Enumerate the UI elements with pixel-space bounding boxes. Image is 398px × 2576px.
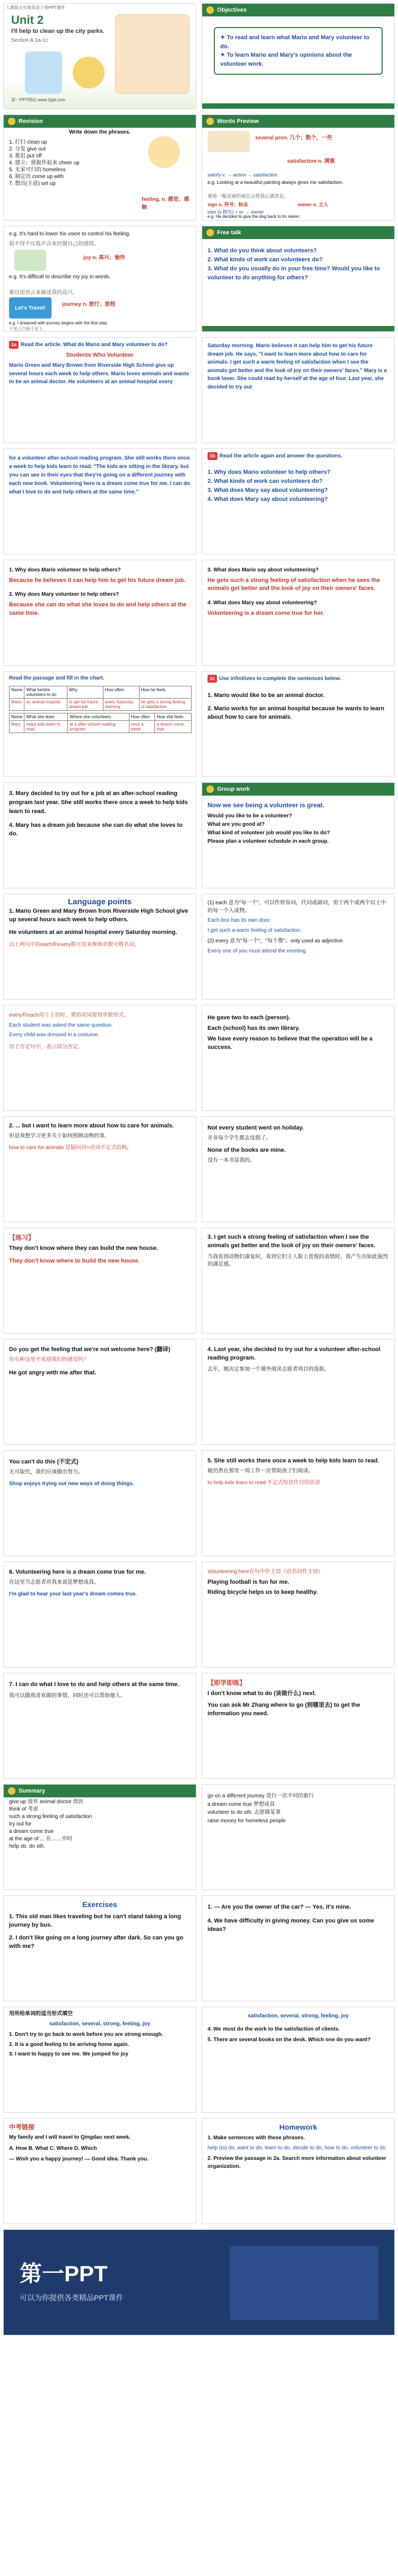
illustration-eggs [207, 131, 250, 152]
objective-text: To read and learn what Mario and Mary volunteer to do. [220, 34, 370, 50]
point-explanation: (1) each 意为"每一个"，可以作形容词，代词或副词，用于两个或两个以上中的每一个人或物。 [207, 900, 386, 914]
question-item: 4. What does Mary say about volunteering? [207, 600, 317, 606]
task-badge: 1b [207, 452, 218, 460]
slide-heading: Objectives [217, 7, 247, 13]
slide-1b [202, 448, 395, 554]
slide-point-4 [202, 1339, 395, 1445]
example-translation: 千里之行始于足下。 [9, 327, 47, 331]
example-sentence: Riding bicycle helps us to keep healthy. [207, 1589, 318, 1596]
exercise-item: 3. I want to happy to see me. We jumped for joy [9, 2051, 128, 2057]
slide-point-7 [3, 1673, 196, 1779]
slide-heading: Language points [68, 897, 132, 906]
question-item: 3. What does Mary say about volunteering? [207, 487, 328, 493]
question-list [202, 811, 394, 847]
table-header: How often [103, 686, 139, 698]
question-item: 2. What kinds of work can volunteers do? [207, 257, 323, 263]
question-item: 1. Why does Mario volunteer to help others? [9, 567, 121, 573]
slide-free-talk [202, 226, 395, 332]
example-sentence: e.g. It's difficult to describe my joy in words. [9, 274, 111, 280]
objective-text: To learn Mario and Mary's opinions about the volunteer work. [220, 52, 352, 67]
example-sentence: e.g. I dreamed with journey begins with the first step. [9, 321, 108, 325]
slide-each-every-usage [3, 1005, 196, 1111]
question-item: What kind of volunteer job would you like to do? [207, 830, 330, 836]
list-icon [8, 1787, 15, 1795]
unit-title: I'll help to clean up the city parks. [11, 28, 105, 34]
slide-feeling-examples [3, 1339, 196, 1445]
group-icon [206, 786, 214, 793]
fill-sentence: 2. Mario works for an animal hospital because he wants to learn about how to care for animals. [207, 705, 385, 721]
table-cell: to get his future dream job [67, 698, 103, 710]
point-sentence: 1. Mario Green and Mary Brown from Riverside High School give up several hours each week to help others. [9, 908, 188, 923]
slide-practice-2 [202, 1673, 395, 1779]
practice-sentence: They don't know where they can build the new house. [9, 1245, 158, 1252]
exercise-item: 1. — Are you the owner of the car? — Yes, it's mine. [207, 1904, 351, 1910]
summary-item: at the age of ... 在……岁时 [9, 1836, 73, 1842]
answer-text: They don't know where to build the new house. [9, 1258, 140, 1265]
slide-1c [202, 671, 395, 777]
illustration-kids [25, 51, 62, 94]
example-sentence: e.g. He decided to give the dog back to its owner. [207, 214, 300, 219]
objective-item: ✦ To learn Mario and Mary's opinions about the volunteer work. [220, 52, 352, 67]
slide-word-fill-1 [3, 2007, 196, 2113]
slide-heading: 中考链接 [9, 2123, 35, 2131]
example-sentence: Not every student went on holiday. [207, 1125, 304, 1131]
table-header: Where she volunteers [68, 713, 129, 720]
slide-point-2 [3, 1116, 196, 1222]
example-translation: 很不得不压低声音来控制自己的感情。 [9, 241, 99, 247]
task-instruction: Read the article again and answer the questions. [219, 453, 343, 459]
example-translation: 无可取代，我们应该做出努力。 [9, 1469, 83, 1475]
exercise-item: 5. There are several books on the desk. Which one do you want? [207, 2037, 371, 2043]
point-explanation: 我可以做我喜欢做的事情，同时还可以帮助他人。 [9, 1692, 126, 1699]
table-cell: once a week [129, 720, 155, 733]
word-formation: own (v.拥有) + er → owner [207, 209, 264, 215]
question-item: 1. Why does Mario volunteer to help others? [207, 469, 331, 475]
summary-item: a dream come true 梦想成真 [207, 1801, 275, 1807]
slide-exercises-2 [202, 1895, 395, 2001]
point-sentence: 4. Last year, she decided to try out for a volunteer after-school reading program. [207, 1346, 380, 1361]
slide-topbar [202, 4, 394, 16]
example-translation: 并非每个学生都去度假了。 [207, 1135, 271, 1141]
table-header: Name [10, 713, 24, 720]
slide-footer [202, 103, 394, 109]
practice-sentence: I don't know what to do (该做什么) next. [207, 1690, 316, 1697]
table-header: How often [129, 713, 155, 720]
slide-brand [3, 2229, 395, 2335]
point-sentence: 5. She still works there once a week to help kids learn to read. [207, 1458, 379, 1464]
point-explanation: Volunteering here在句中作主语（动名词作主语） [207, 1569, 324, 1575]
vocab-owner: owner n. 主人 [298, 202, 328, 207]
fill-sentence: 3. Mary decided to try out for a job at an after-school reading program last year. She still works there once a week to help kids learn to read. [9, 790, 188, 815]
illustration-park [115, 14, 189, 94]
practice-sentence: You can ask Mr Zhang where to go (到哪里去) to get the information you need. [207, 1702, 360, 1717]
slide-exam-link [3, 2118, 196, 2224]
task-instruction: Read the passage and fill in the chart. [9, 675, 105, 681]
slide-heading: 用所给单词的适当形式填空 [9, 2011, 73, 2017]
point-sentence: 3. I get such a strong feeling of satisfaction when I see the animals get better and the look of joy on their owners' faces. [207, 1234, 376, 1249]
example-sentence: He got angry with me after that. [9, 1370, 97, 1377]
fill-sentence: 4. Mary has a dream job because she can do what she loves to do. [9, 822, 183, 837]
exercise-item: — Wish you a happy journey! — Good idea. Thank you. [9, 2156, 149, 2163]
point-explanation: 以上两句中的each和every都可用来修饰单数可数名词。 [9, 941, 140, 948]
question-item: What are you good at? [207, 822, 265, 828]
slide-point-3 [202, 1228, 395, 1334]
point-explanation: (2) every 意为"每一个"，"每个都"。only used as adjective. [207, 938, 344, 944]
table-header: How she feels [155, 713, 192, 720]
point-explanation: 当我看到动物们康复时，看到它们主人脸上喜悦的表情时，我产生出如此强烈的满足感。 [207, 1254, 388, 1268]
summary-item: volunteer to do sth. 志愿做某事 [207, 1810, 281, 1815]
phrase-item: 2. 分发 give out [9, 146, 46, 152]
point-explanation: 但是我想学习更多关于如何照顾动物的事。 [9, 1133, 110, 1139]
exercise-item: My family and I will travel to Qingdao next week. [9, 2134, 131, 2141]
answer-options: A. How B. What C. Where D. Which [9, 2145, 97, 2151]
word-bank: satisfaction, several, strong, feeling, joy [49, 2021, 151, 2027]
slide-summary-2 [202, 1784, 395, 1890]
slide-summary-1 [3, 1784, 196, 1890]
example-sentence: Shop enjoys trying out new ways of doing things. [9, 1481, 134, 1487]
slide-each-every [202, 894, 395, 1000]
exercise-item: 4. We have difficulty in giving money. Can you give us some ideas? [207, 1917, 374, 1933]
question-item: 3. What do you usually do in your free time? Would you like to volunteer to do anything for others? [207, 266, 380, 281]
answer-text: 你有种这里不欢迎我们的感觉吗？ [9, 1356, 89, 1363]
fill-sentence: 1. Mario would like to be an animal doctor. [207, 692, 325, 699]
slide-topbar [202, 115, 394, 128]
table-cell: every Saturday morning [103, 698, 139, 710]
example-translation: 观看一幅美丽的画总会使我心满意足。 [207, 193, 289, 199]
brand-logo: 第一PPT [20, 2261, 108, 2286]
slide-heading: Revision [19, 118, 43, 125]
slide-topbar [202, 783, 394, 796]
question-item: 1. What do you think about volunteers? [207, 248, 317, 254]
illustration-girl [148, 136, 180, 168]
table-header: How he feels [139, 686, 191, 698]
example-sentence: Each student was asked the same question. [9, 1022, 113, 1028]
group-lead: Now we see being a volunteer is great. [207, 801, 325, 809]
example-sentence: e.g. Looking at a beautiful painting always gives me satisfaction. [207, 180, 343, 185]
point-sentence: 7. I can do what I love to do and help others at the same time. [9, 1681, 179, 1688]
chat-icon [206, 229, 214, 236]
table-cell: Mary [10, 720, 24, 733]
question-item: 2. What kinds of work can volunteers do? [207, 478, 323, 484]
example-sentence: e.g. It's hard to lower his voice to control his feeling. [9, 231, 131, 237]
table-header: What he/she volunteers to do [24, 686, 67, 698]
slide-heading: Summary [19, 1788, 46, 1794]
example-sentence: Playing football is fun for me. [207, 1578, 290, 1585]
article-paragraph: Mario Green and Mary Brown from Riverside High School give up several hours each week to help others. Mario loves animals and wants to be an animal doctor. He volunteers at an animal hospital every [9, 363, 189, 385]
slide-heading: Homework [279, 2123, 317, 2131]
summary-item: a dream come true [9, 1829, 54, 1834]
slide-partial-negation [202, 1116, 395, 1222]
example-sentence: You can't do this (不定式) [9, 1459, 79, 1465]
table-cell: at a after-school reading program [68, 720, 129, 733]
summary-item: try out for [9, 1821, 32, 1827]
travel-sign: Let's Travel! [9, 297, 51, 319]
point-explanation: how to care for animals 是疑问词+动词不定式结构。 [9, 1145, 132, 1151]
task-instruction: Use infinitives to complete the sentences below. [219, 676, 341, 682]
question-item: 4. What does Mary say about volunteering? [207, 496, 328, 502]
brand-label: 人教版五年级英语下册PPT课件 [6, 5, 65, 10]
practice-sentence: Do you get the feeling that we're not welcome here? (翻译) [9, 1346, 170, 1353]
table-cell: Mario [10, 698, 24, 710]
answer-text: Because she can do what she loves to do and help others at the same time. [9, 601, 187, 616]
vocab-journey: journey n. 旅行；旅程 [62, 302, 116, 307]
task-badge: 1a [9, 341, 19, 349]
point-sentence: 6. Volunteering here is a dream come true for me. [9, 1569, 146, 1575]
phrase-item: 5. 无家可归的 homeless [9, 166, 66, 173]
slide-language-points [3, 894, 196, 1000]
point-sentence: 2. ... but I want to learn more about how to care for animals. [9, 1123, 174, 1129]
slide-chart-task [3, 671, 196, 777]
slide-heading: Free talk [217, 230, 241, 236]
summary-item: think of 考虑 [9, 1806, 39, 1812]
vocab-sign: sign n. 符号；标志 [207, 202, 248, 207]
table-header: Name [10, 686, 24, 698]
word-note: feeling, n. 感觉；感触 [142, 197, 189, 210]
phrase-item: 3. 推迟 put off [9, 153, 42, 159]
slide-gerund-subject [202, 1562, 395, 1668]
slide-footer [202, 326, 394, 331]
vocab-several: several pron. 几个；数个，一些 [255, 135, 333, 141]
example-translation: 难以用语言来描述我的高兴。 [9, 290, 78, 296]
article-paragraph: Saturday morning. Mario believes it can help him to get his future dream job. He says, "I want to learn more about how to care for animals. I get such a warm feeling of satisfaction when I see the animals get better and the look of joy on their owners' faces." Mary is a book lover. She could read by herself at the age of four. Last year, she decided to try out [207, 343, 387, 390]
brand-panel [230, 2246, 378, 2320]
summary-list [4, 1797, 196, 1851]
slide-heading: Words Preview [217, 118, 259, 125]
phrase-item: 4. 建立；使振作起来 cheer up [9, 160, 80, 166]
question-list [202, 462, 394, 505]
summary-item: such a strong feeling of satisfaction [9, 1814, 92, 1820]
article-title: Students Who Volunteer [66, 351, 134, 358]
brand-tagline: 可以为你提供各类精品PPT课件 [20, 2293, 124, 2302]
vocab-joy: joy n. 高兴；愉快 [83, 255, 125, 261]
slide-answers-2 [202, 560, 395, 666]
question-item: Please plan a volunteer schedule in each group. [207, 839, 329, 845]
phrase-item: 6. 制定出 come up with [9, 173, 64, 180]
point-explanation: 在这里当志愿者对我来说是梦想成真。 [9, 1579, 99, 1585]
point-explanation: 用于否定句中，表示部分否定。 [9, 1044, 83, 1050]
slide-vocab-feeling [3, 226, 196, 332]
summary-item: help sb. do sth. [9, 1843, 45, 1849]
word-formation: satisfy v. → action → satisfaction [207, 172, 278, 178]
slide-heading: 【练习】 [9, 1234, 35, 1241]
slide-practice-1 [3, 1228, 196, 1334]
objectives-box [214, 27, 383, 75]
slide-group-work [202, 782, 395, 888]
slide-point-5 [202, 1450, 395, 1556]
site-url: 第一PPT网站 www.1ppt.com [11, 98, 65, 102]
slide-try-out [3, 1450, 196, 1556]
question-item: Would you like to be a volunteer? [207, 813, 292, 819]
exercise-item: 2. I don't like going on a long journey after dark. So can you go with me? [9, 1934, 184, 1949]
slide-article-end [3, 448, 196, 554]
exercise-item: 1. Don't try to go back to work before you are strong enough. [9, 2032, 163, 2037]
summary-list [202, 1785, 394, 1826]
table-cell: he gets a strong feeling of satisfaction [139, 698, 191, 710]
example-sentence: We have every reason to believe that the operation will be a success. [207, 1035, 373, 1051]
point-explanation: to help kids learn to read 不定式短语作目的状语 [207, 1480, 321, 1486]
homework-item: 1. Make sentences with these phrases. [207, 2135, 305, 2141]
task-instruction: Read the article. What do Mario and Mary volunteer to do? [21, 342, 168, 348]
chart-table-mario [9, 686, 192, 711]
illustration-joy [14, 250, 46, 271]
slide-1a [3, 337, 196, 443]
point-explanation: 她仍然在那里一周工作一次帮助孩子们阅读。 [207, 1468, 314, 1474]
homework-item: 2. Preview the passage in 2a. Search more information about volunteer organization. [207, 2156, 386, 2169]
summary-item: go on a different journey 进行一次不同的旅行 [207, 1793, 314, 1799]
book-icon [206, 118, 214, 125]
article-paragraph: for a volunteer after-school reading program. She still works there once a week to help kids learn to read. "The kids are sitting in the library, but you can see in their eyes that they're going on a different journey with each new book. Volunteering here is a dream come true for me. I can do what I love to do and help others at the same time." [9, 455, 191, 495]
summary-item: raise money for homeless people [207, 1818, 286, 1824]
slide-topbar [202, 226, 394, 239]
objective-item: ✦ To read and learn what Mario and Mary volunteer to do. [220, 34, 370, 50]
example-sentence: Each box has its own door. [207, 918, 271, 923]
chart-table-mary [9, 713, 192, 733]
slide-homework [202, 2118, 395, 2224]
slide-exercises [3, 1895, 196, 2001]
question-item: 2. Why does Mary volunteer to help others? [9, 592, 119, 598]
slide-subheading: Write down the phrases. [69, 129, 131, 135]
question-item: 3. What does Mario say about volunteering? [207, 567, 319, 573]
phrase-item: 7. 想出(主意) set up [9, 180, 56, 187]
example-translation: 没有一本书是我的。 [207, 1158, 255, 1164]
example-sentence: I get such a warm feeling of satisfaction. [207, 927, 302, 933]
example-sentence: I'm glad to hear your last year's dream comes true. [9, 1591, 137, 1598]
unit-heading: Unit 2 [11, 13, 44, 27]
point-explanation: every和each用于主语时，谓语动词要用单数形式。 [9, 1012, 129, 1018]
example-sentence: Each (school) has its own library. [207, 1025, 300, 1031]
vocab-satisfaction: satisfaction n. 满意 [287, 158, 335, 164]
exercise-item: 2. It is a good feeling to be arriving home again. [9, 2041, 129, 2048]
slide-topbar [4, 1785, 196, 1797]
slide-revision [3, 114, 196, 220]
target-icon [206, 6, 214, 14]
slide-heading: Group work [217, 786, 250, 792]
example-sentence: None of the books are mine. [207, 1147, 286, 1154]
illustration-ball [73, 57, 105, 89]
slide-words-preview [202, 114, 395, 220]
slide-topbar [4, 115, 196, 128]
pencil-icon [8, 118, 15, 125]
table-cell: helps kids learn to read [24, 720, 68, 733]
table-header: Why [67, 686, 103, 698]
slide-title [3, 3, 196, 109]
slide-objectives [202, 3, 395, 109]
exercise-item: 4. We must do the work to the satisfaction of clients. [207, 2026, 340, 2032]
word-bank: satisfaction, several, strong, feeling, joy [247, 2013, 349, 2019]
answer-text: Volunteering is a dream come true for her. [207, 610, 324, 616]
example-sentence: He gave two to each (person). [207, 1014, 290, 1021]
point-explanation: 去年，她决定参加一个课外阅读志愿者项目的选拔。 [207, 1366, 330, 1372]
homework-item: help (to) do, want to do, learn to do, decide to do, how to do, volunteer to do [207, 2145, 386, 2151]
phrase-item: 1. 打扫 clean up [9, 139, 47, 145]
answer-text: He gets such a strong feeling of satisfaction when he sees the animals get better and the look of joy on their owners' faces. [207, 577, 380, 592]
answer-text: Because he believes it can help him to get his future dream job. [9, 577, 186, 584]
example-sentence: Every one of you must attend the meeting. [207, 948, 307, 954]
slide-point-6 [3, 1562, 196, 1668]
slide-answers-1 [3, 560, 196, 666]
exercise-item: 1. This old man likes traveling but he can't stand taking a long journey by bus. [9, 1913, 181, 1928]
table-header: What she does [24, 713, 68, 720]
slide-each-examples [202, 1005, 395, 1111]
point-sentence: He volunteers at an animal hospital every Saturday morning. [9, 929, 177, 936]
slide-1c-continued [3, 782, 196, 888]
task-badge: 1c [207, 675, 217, 683]
section-label: Section A 1a-1c [11, 38, 48, 43]
question-list [202, 239, 394, 284]
example-sentence: Every child was dressed in a costume. [9, 1032, 100, 1038]
table-cell: a dream come true [155, 720, 192, 733]
slide-article-continued [202, 337, 395, 443]
slide-heading: Exercises [82, 1900, 117, 1909]
slide-word-fill-2 [202, 2007, 395, 2113]
summary-item: give up 放弃 animal doctor 兽医 [9, 1799, 84, 1805]
table-cell: an animal hospital [24, 698, 67, 710]
slide-heading: 【即学即练】 [207, 1679, 246, 1687]
